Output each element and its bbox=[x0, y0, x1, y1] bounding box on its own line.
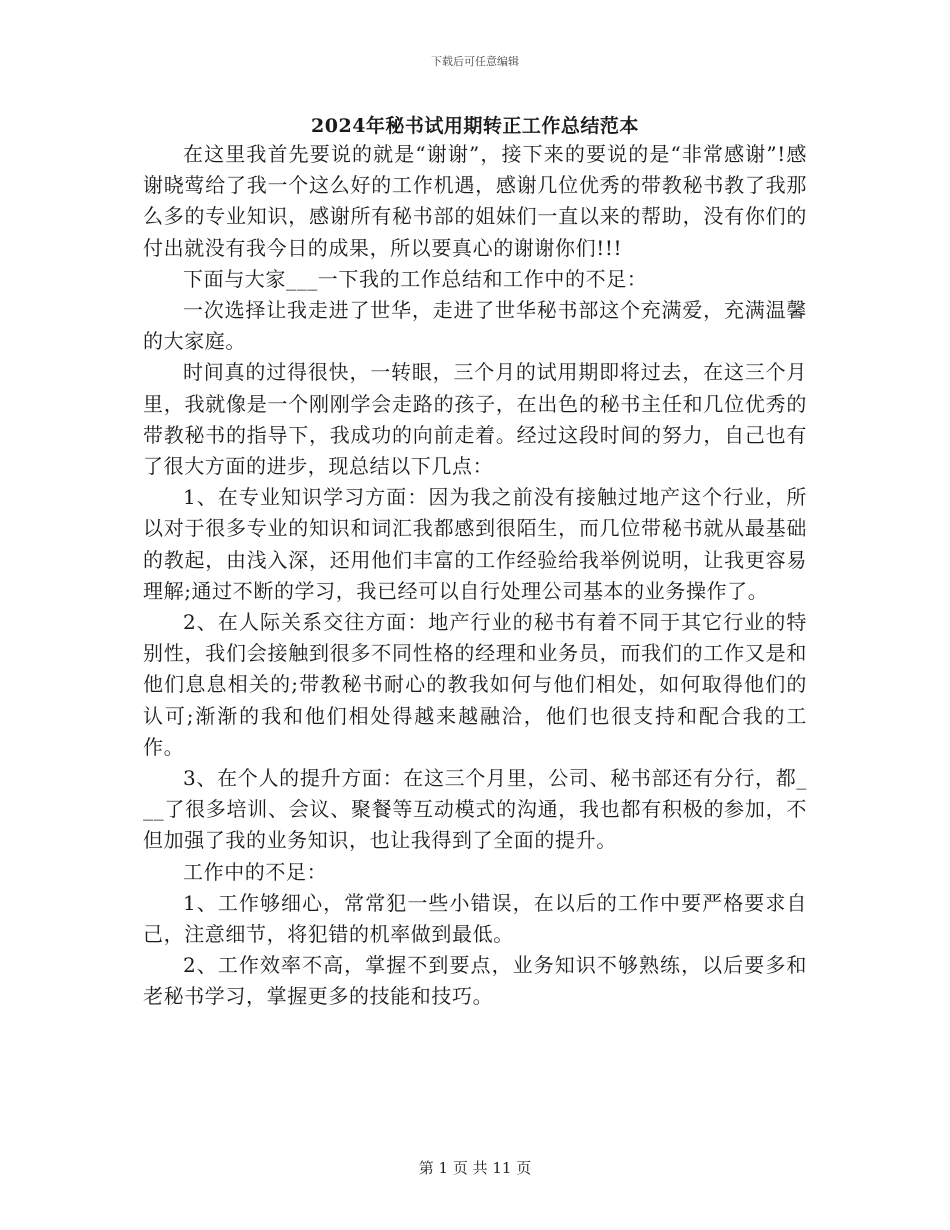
paragraph-shortcomings-heading: 工作中的不足： bbox=[183, 859, 328, 884]
paragraph-thanks: 在这里我首先要说的就是“谢谢”，接下来的要说的是“非常感谢”!感谢晓莺给了我一个这么好的工作机遇，感谢几位优秀的带教秘书教了我那么多的专业知识，感谢所有秘书部的姐妹们一直以来的帮助，没有你们的付出就没有我今日的成果，所以要真心的谢谢你们!!! bbox=[143, 142, 807, 260]
paragraph-choice: 一次选择让我走进了世华，走进了世华秘书部这个充满爱，充满温馨的大家庭。 bbox=[143, 298, 807, 354]
paragraph-intro: 下面与大家___一下我的工作总结和工作中的不足： bbox=[183, 266, 648, 291]
page-footer: 第 1 页 共 11 页 bbox=[418, 1159, 532, 1177]
document-title: 2024年秘书试用期转正工作总结范本 bbox=[311, 115, 639, 137]
paragraph-point-3: 3、在个人的提升方面：在这三个月里，公司、秘书部还有分行，都___了很多培训、会议、聚餐等互动模式的沟通，我也都有积极的参加，不但加强了我的业务知识，也让我得到了全面的提升。 bbox=[143, 766, 807, 853]
paragraph-point-1: 1、在专业知识学习方面：因为我之前没有接触过地产这个行业，所以对于很多专业的知识和词汇我都感到很陌生，而几位带秘书就从最基础的教起，由浅入深，还用他们丰富的工作经验给我举例说明，让我更容易理解;通过不断的学习，我已经可以自行处理公司基本的业务操作了。 bbox=[143, 485, 807, 603]
paragraph-time: 时间真的过得很快，一转眼，三个月的试用期即将过去，在这三个月里，我就像是一个刚刚学会走路的孩子，在出色的秘书主任和几位优秀的带教秘书的指导下，我成功的向前走着。经过这段时间的努力，自己也有了很大方面的进步，现总结以下几点： bbox=[143, 360, 807, 479]
paragraph-shortcoming-2: 2、工作效率不高，掌握不到要点，业务知识不够熟练，以后要多和老秘书学习，掌握更多的技能和技巧。 bbox=[143, 953, 807, 1009]
header-note: 下载后可任意编辑 bbox=[431, 55, 519, 68]
document-body bbox=[143, 139, 807, 1013]
paragraph-point-2: 2、在人际关系交往方面：地产行业的秘书有着不同于其它行业的特别性，我们会接触到很多不同性格的经理和业务员，而我们的工作又是和他们息息相关的;带教秘书耐心的教我如何与他们相处，如何取得他们的认可;渐渐的我和他们相处得越来越融洽，他们也很支持和配合我的工作。 bbox=[143, 610, 807, 759]
paragraph-shortcoming-1: 1、工作够细心，常常犯一些小错误，在以后的工作中要严格要求自己，注意细节，将犯错的机率做到最低。 bbox=[143, 890, 807, 947]
